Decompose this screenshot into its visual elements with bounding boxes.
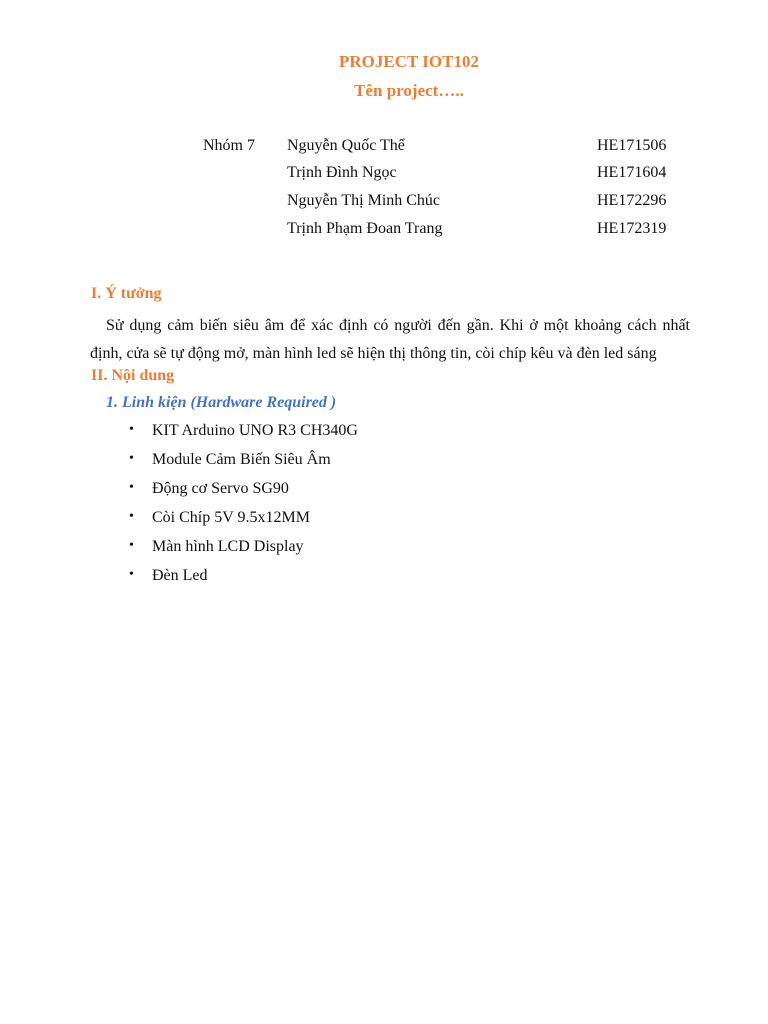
list-item-text: KIT Arduino UNO R3 CH340G: [152, 422, 358, 439]
list-item-text: Màn hình LCD Display: [152, 538, 304, 555]
team-row: [0, 164, 768, 192]
member-id: HE172296: [597, 192, 667, 209]
document-title: PROJECT IOT102: [339, 52, 479, 71]
subsection-heading-components: 1. Linh kiện (Hardware Required ): [106, 394, 337, 411]
bullet-icon: •: [129, 480, 134, 495]
list-item: [0, 480, 768, 509]
member-id: HE171604: [597, 164, 667, 181]
list-item: [0, 567, 768, 596]
idea-paragraph: Sử dụng cảm biến siêu âm để xác định có người đến gần. Khi ở một khoảng cách nhất định, cửa sẽ tự động mở, màn hình led sẽ hiện thị thông tin, còi chíp kêu và đèn led sáng: [90, 317, 690, 362]
team-row: [0, 137, 768, 165]
bullet-icon: •: [129, 509, 134, 524]
member-id: HE172319: [597, 220, 667, 237]
member-id: HE171506: [597, 137, 667, 154]
list-item-text: Đèn Led: [152, 567, 208, 584]
team-group-label: Nhóm 7: [203, 137, 255, 154]
team-row: [0, 192, 768, 220]
section-heading-content: II. Nội dung: [91, 367, 175, 384]
list-item: [0, 422, 768, 451]
bullet-icon: •: [129, 451, 134, 466]
team-row: [0, 220, 768, 248]
list-item: [0, 509, 768, 538]
member-name: Nguyễn Quốc Thể: [287, 137, 405, 154]
component-list: [0, 422, 768, 596]
member-name: Trịnh Đình Ngọc: [287, 164, 397, 181]
list-item-text: Còi Chíp 5V 9.5x12MM: [152, 509, 310, 526]
bullet-icon: •: [129, 567, 134, 582]
list-item: [0, 451, 768, 480]
bullet-icon: •: [129, 538, 134, 553]
member-name: Nguyễn Thị Minh Chúc: [287, 192, 441, 209]
list-item: [0, 538, 768, 567]
section-heading-idea: I. Ý tưởng: [91, 285, 162, 302]
list-item-text: Động cơ Servo SG90: [152, 480, 289, 497]
bullet-icon: •: [129, 422, 134, 437]
member-name: Trịnh Phạm Đoan Trang: [287, 220, 443, 237]
project-name-placeholder: Tên project…..: [354, 81, 464, 100]
list-item-text: Module Cảm Biến Siêu Âm: [152, 451, 331, 468]
